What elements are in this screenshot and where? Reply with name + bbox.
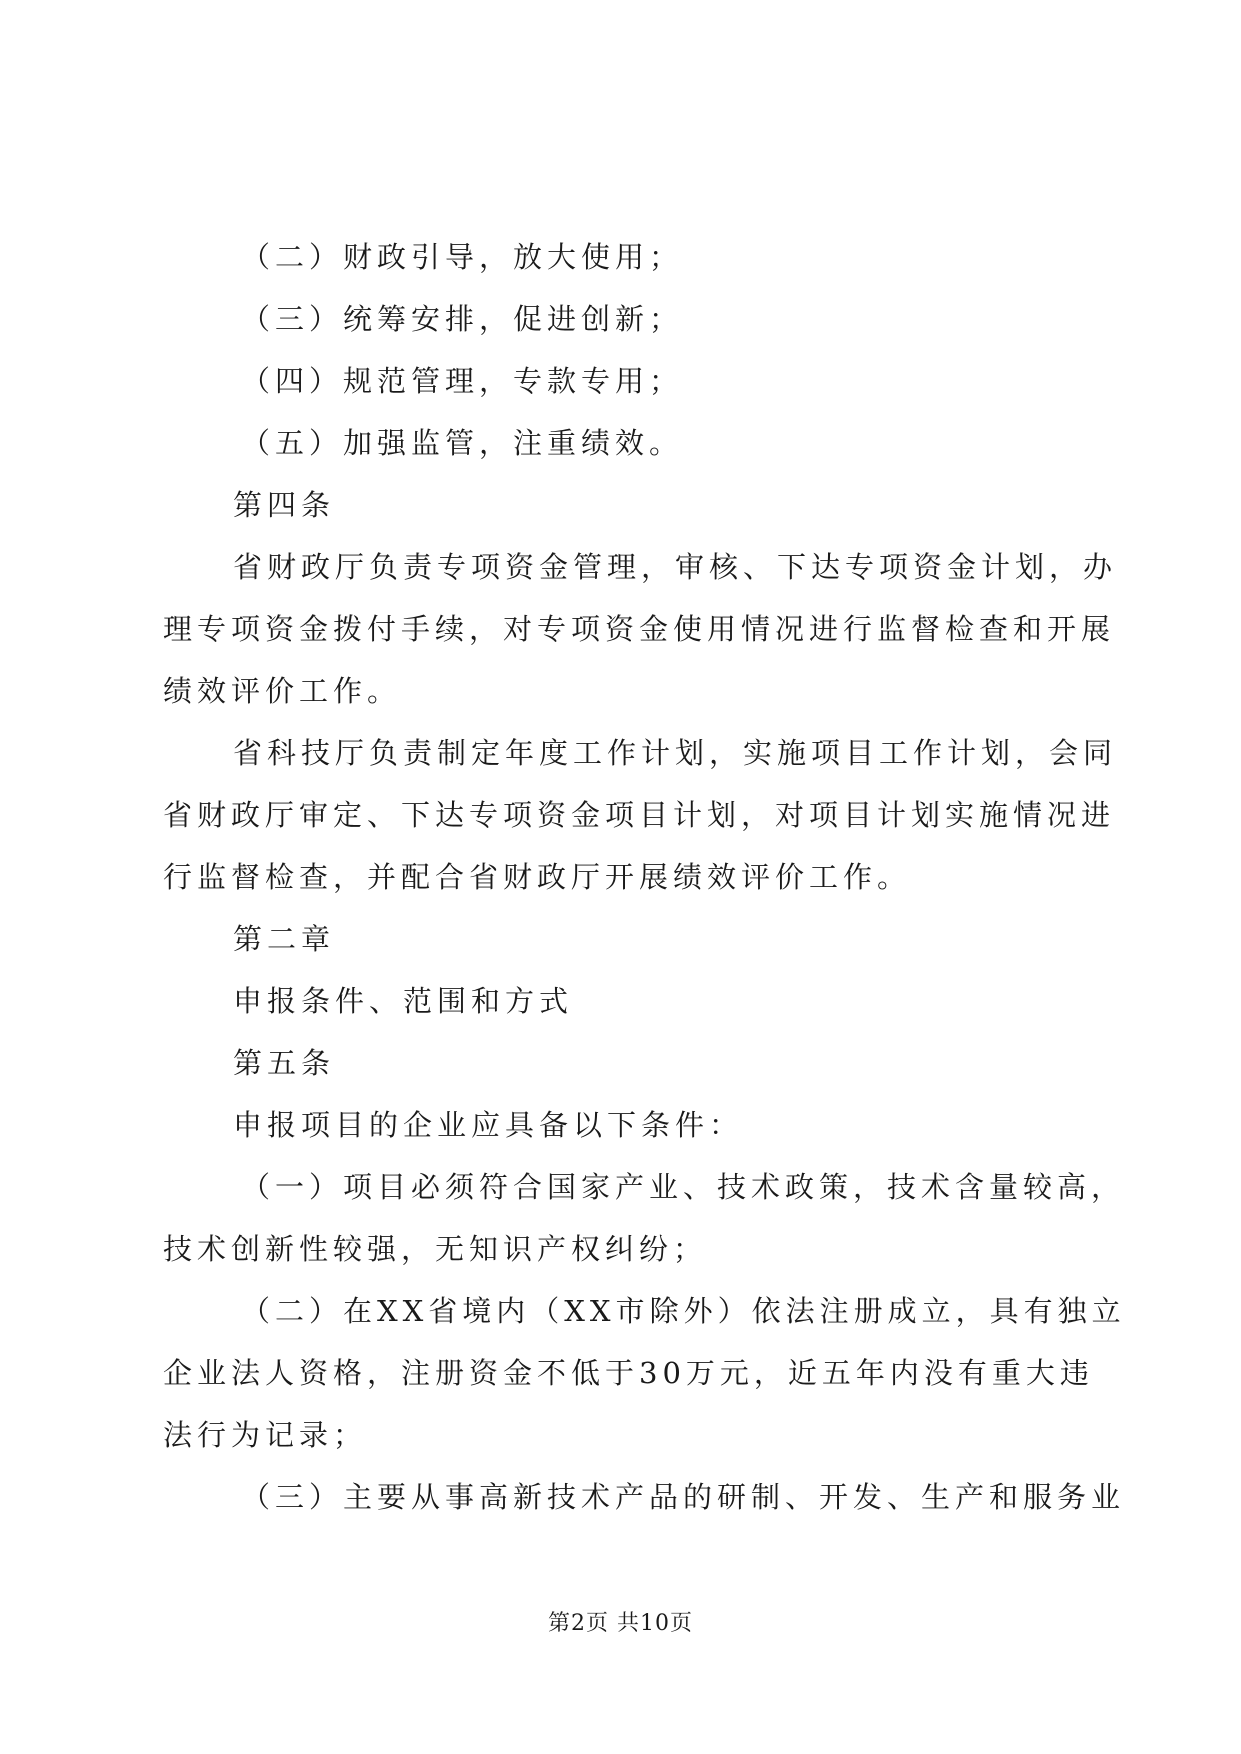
list-item-4: （四）规范管理，专款专用； <box>241 364 684 398</box>
paragraph-line: 绩效评价工作。 <box>163 674 402 708</box>
condition-item-1: （一）项目必须符合国家产业、技术政策，技术含量较高， <box>241 1170 1126 1204</box>
article-heading-5: 第五条 <box>233 1046 336 1080</box>
condition-item-3: （三）主要从事高新技术产品的研制、开发、生产和服务业 <box>241 1480 1126 1514</box>
document-body <box>163 226 1126 1528</box>
list-item-5: （五）加强监管，注重绩效。 <box>241 426 684 460</box>
paragraph-line: 省财政厅审定、下达专项资金项目计划，对项目计划实施情况进 <box>163 798 1116 832</box>
chapter-title: 申报条件、范围和方式 <box>233 984 574 1018</box>
chapter-heading: 第二章 <box>233 922 336 956</box>
paragraph-line: 企业法人资格，注册资金不低于30万元，近五年内没有重大违 <box>163 1356 1094 1390</box>
paragraph-line: 法行为记录； <box>163 1418 368 1452</box>
article-heading-4: 第四条 <box>233 488 336 522</box>
paragraph-line: 行监督检查，并配合省财政厅开展绩效评价工作。 <box>163 860 912 894</box>
page-number-footer: 第2页 共10页 <box>548 1611 693 1636</box>
list-item-3: （三）统筹安排，促进创新； <box>241 302 684 336</box>
paragraph-line: 省科技厅负责制定年度工作计划，实施项目工作计划，会同 <box>233 736 1118 770</box>
paragraph-line: 申报项目的企业应具备以下条件： <box>233 1108 744 1142</box>
paragraph-line: 省财政厅负责专项资金管理，审核、下达专项资金计划，办 <box>233 550 1118 584</box>
condition-item-2: （二）在XX省境内（XX市除外）依法注册成立，具有独立 <box>241 1294 1126 1328</box>
paragraph-line: 技术创新性较强，无知识产权纠纷； <box>163 1232 708 1266</box>
list-item-2: （二）财政引导，放大使用； <box>241 240 684 274</box>
paragraph-line: 理专项资金拨付手续，对专项资金使用情况进行监督检查和开展 <box>163 612 1116 646</box>
